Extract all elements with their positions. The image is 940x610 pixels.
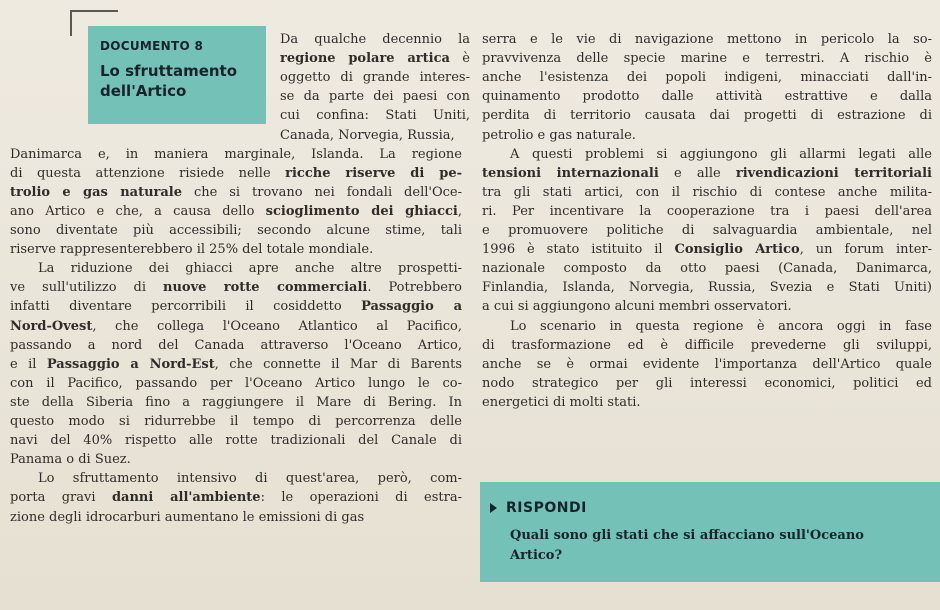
text-segment: oggetto di grande interes- — [280, 70, 470, 86]
text-line — [482, 240, 932, 259]
text-line — [280, 106, 470, 125]
text-line — [482, 87, 932, 106]
text-line — [10, 202, 462, 221]
text-line — [10, 297, 462, 316]
text-segment: tra gli stati artici, con il rischio di contese anche milita- — [482, 184, 932, 200]
text-segment: è — [449, 51, 470, 67]
text-line — [10, 183, 462, 202]
text-line — [280, 87, 470, 106]
bold-term: ricche riserve di pe- — [285, 165, 462, 181]
triangle-bullet-icon — [490, 503, 497, 513]
document-title: Lo sfruttamento dell'Artico — [100, 62, 238, 100]
text-segment: e alle — [658, 165, 736, 181]
text-line — [10, 221, 462, 240]
text-segment: di trasformazione ed è difficile prevederne gli sviluppi, — [482, 337, 932, 353]
text-segment: quinamento prodotto dalle attività estrattive e dalla — [482, 89, 932, 105]
bold-term: tensioni internazionali — [482, 165, 659, 181]
bold-term: Passaggio a — [361, 299, 462, 315]
text-line — [10, 374, 462, 393]
text-segment: e promuovere politiche di salvaguardia ambientale, nel — [482, 223, 932, 238]
text-line — [10, 240, 462, 259]
document-number: DOCUMENTO 8 — [100, 39, 204, 53]
text-line — [482, 164, 932, 183]
text-segment: : le operazioni di estra- — [260, 490, 463, 506]
text-segment: ano Artico e che, a causa dello — [10, 203, 266, 219]
text-segment: La riduzione dei ghiacci apre anche altre prospetti- — [38, 261, 462, 277]
text-segment: ste della Siberia fino a raggiungere il Mare di Bering. In — [10, 394, 462, 410]
text-segment: nodo strategico per gli interessi economici, politici ed — [482, 375, 932, 391]
text-segment: , un forum inter- — [799, 242, 932, 258]
rispondi-box — [480, 482, 940, 582]
text-line — [10, 393, 462, 412]
text-line — [482, 336, 932, 355]
text-segment: . Potrebbero — [367, 280, 462, 296]
text-line — [280, 68, 470, 87]
text-segment: ri. Per incentivare la cooperazione tra i paesi dell'area — [482, 203, 932, 219]
bold-term: regione polare artica — [280, 51, 450, 67]
bold-term: trolio e gas naturale — [10, 184, 183, 200]
text-line — [482, 355, 932, 374]
text-line — [482, 259, 932, 278]
text-line — [482, 278, 932, 297]
text-line — [280, 126, 470, 145]
text-line — [280, 30, 470, 49]
text-segment: anche se è ormai evidente l'importanza dell'Artico quale — [482, 356, 932, 372]
text-segment: Panama o di Suez. — [10, 452, 131, 468]
text-line — [10, 450, 462, 469]
rispondi-heading: RISPONDI — [506, 500, 587, 516]
text-line — [10, 431, 462, 450]
text-segment: Lo scenario in questa regione è ancora oggi in fase — [510, 318, 932, 334]
question-line-2: Artico? — [510, 548, 563, 563]
text-line — [482, 202, 932, 221]
text-segment: Da qualche decennio la — [280, 32, 470, 47]
text-line — [38, 469, 462, 488]
text-segment: Lo sfruttamento intensivo di quest'area, però, com- — [38, 471, 462, 487]
text-segment: nazionale composto da otto paesi (Canada, Danimarca, — [482, 261, 932, 277]
text-line — [10, 164, 462, 183]
bold-term: rivendicazioni territoriali — [735, 165, 932, 181]
question-line-1: Quali sono gli stati che si affacciano sull'Oceano — [510, 528, 864, 543]
bold-term: scioglimento dei ghiacci — [265, 203, 458, 219]
text-line — [10, 317, 462, 336]
text-segment: cui confina: Stati Uniti, — [280, 108, 470, 124]
text-line — [482, 393, 932, 412]
text-line — [482, 183, 932, 202]
text-segment: zione degli idrocarburi aumentano le emissioni di gas — [10, 509, 365, 525]
text-segment: con il Pacifico, passando per l'Oceano Artico lungo le co- — [10, 375, 462, 391]
text-segment: , che connette il Mar di Barents — [214, 356, 463, 372]
text-segment: anche l'esistenza dei popoli indigeni, minacciati dall'in- — [482, 70, 932, 86]
text-segment: di questa attenzione risiede nelle — [10, 165, 286, 181]
bold-term: nuove rotte commerciali — [163, 280, 368, 296]
bold-term: Consiglio Artico — [674, 242, 800, 258]
text-line — [482, 106, 932, 125]
text-segment: porta gravi — [10, 490, 112, 506]
text-segment: perdita di territorio causata dai progetti di estrazione di — [482, 108, 932, 124]
text-line — [482, 126, 932, 145]
text-line — [510, 145, 932, 164]
text-line — [280, 49, 470, 68]
document-label-box — [88, 26, 266, 124]
bold-term: Nord-Ovest — [10, 318, 93, 334]
text-segment: petrolio e gas naturale. — [482, 127, 636, 143]
text-segment: Finlandia, Islanda, Norvegia, Russia, Svezia e Stati Uniti) — [482, 280, 932, 296]
text-segment: 1996 è stato istituito il — [482, 242, 675, 258]
bold-term: Passaggio a Nord-Est — [46, 356, 215, 372]
text-line — [482, 221, 932, 240]
text-line — [10, 508, 462, 527]
text-segment: sono diventate più accessibili; secondo alcune stime, tali — [10, 223, 462, 238]
text-line — [10, 355, 462, 374]
text-segment: riserve rappresenterebbero il 25% del totale mondiale. — [10, 242, 374, 258]
text-segment: ve sull'utilizzo di — [10, 280, 163, 296]
text-segment: passando a nord del Canada attraverso l'Oceano Artico, — [10, 337, 462, 353]
text-line — [10, 412, 462, 431]
text-segment: a cui si aggiungono alcuni membri osservatori. — [482, 299, 792, 315]
text-line — [10, 278, 462, 297]
text-line — [482, 374, 932, 393]
bold-term: danni all'ambiente — [111, 490, 261, 506]
text-segment: , — [457, 203, 462, 219]
text-line — [10, 145, 462, 164]
text-segment: questo modo si ridurrebbe il tempo di percorrenza delle — [10, 414, 462, 429]
text-segment: energetici di molti stati. — [482, 394, 641, 410]
text-segment: navi del 40% rispetto alle rotte tradizionali del Canale di — [10, 433, 462, 449]
text-segment: , che collega l'Oceano Atlantico al Pacifico, — [92, 318, 462, 334]
text-segment: infatti diventare percorribili il cosiddetto — [10, 299, 362, 315]
text-segment: serra e le vie di navigazione mettono in pericolo la so- — [482, 32, 932, 47]
text-line — [482, 49, 932, 68]
text-segment: e il — [10, 356, 47, 372]
text-segment: se da parte dei paesi con — [280, 89, 470, 105]
text-line — [10, 488, 462, 507]
text-segment: che si trovano nei fondali dell'Oce- — [182, 184, 462, 200]
text-line — [510, 317, 932, 336]
text-line — [38, 259, 462, 278]
text-segment: pravvivenza delle specie marine e terrestri. A rischio è — [482, 51, 932, 67]
text-line — [482, 297, 932, 316]
text-segment: Canada, Norvegia, Russia, — [280, 127, 455, 143]
text-line — [482, 30, 932, 49]
text-line — [482, 68, 932, 87]
text-segment: Danimarca e, in maniera marginale, Islanda. La regione — [10, 146, 462, 162]
text-line — [10, 336, 462, 355]
text-segment: A questi problemi si aggiungono gli allarmi legati alle — [510, 146, 932, 162]
